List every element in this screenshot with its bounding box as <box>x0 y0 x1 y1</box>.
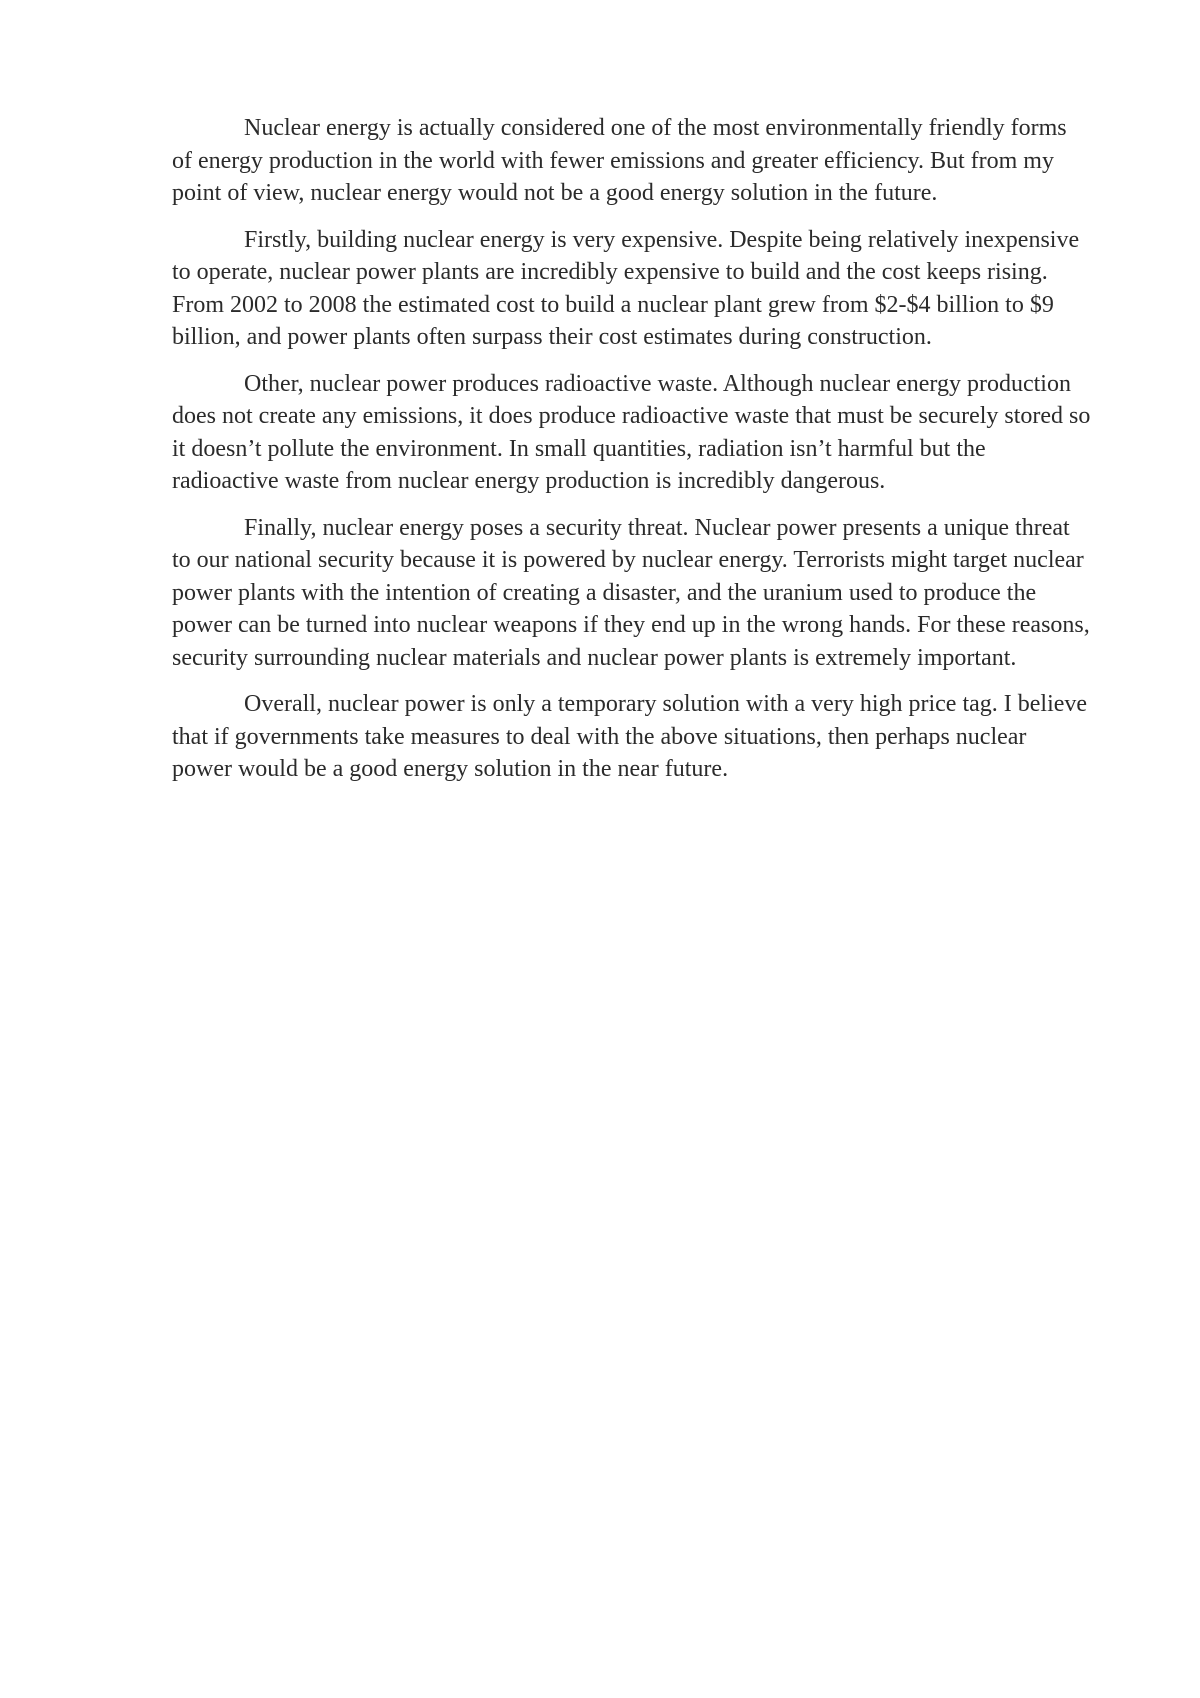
paragraph-conclusion: Overall, nuclear power is only a temporary solution with a very high price tag. I believe that if governments take measures to deal with the above situations, then perhaps nuclear power would be a good energy solution in the near future. <box>172 691 1088 782</box>
paragraph-waste: Other, nuclear power produces radioactive waste. Although nuclear energy production does not create any emissions, it does produce radioactive waste that must be securely stored so it doesn’t pollute the environment. In small quantities, radiation isn’t harmful but the radioactive waste from nuclear energy production is incredibly dangerous. <box>172 370 1091 494</box>
paragraph-security: Finally, nuclear energy poses a security threat. Nuclear power presents a unique threat to our national security because it is powered by nuclear energy. Terrorists might target nuclear power plants with the intention of creating a disaster, and the uranium used to produce the power can be turned into nuclear weapons if they end up in the wrong hands. For these reasons, security surrounding nuclear materials and nuclear power plants is extremely important. <box>172 514 1090 671</box>
paragraph-cost: Firstly, building nuclear energy is very expensive. Despite being relatively inexpensive to operate, nuclear power plants are incredibly expensive to build and the cost keeps rising. From 2002 to 2008 the estimated cost to build a nuclear plant grew from $2-$4 billion to $9 billion, and power plants often surpass their cost estimates during construction. <box>172 226 1080 350</box>
paragraph-intro: Nuclear energy is actually considered one of the most environmentally friendly forms of energy production in the world with fewer emissions and greater efficiency. But from my point of view, nuclear energy would not be a good energy solution in the future. <box>172 115 1067 206</box>
document-body <box>172 112 1092 800</box>
